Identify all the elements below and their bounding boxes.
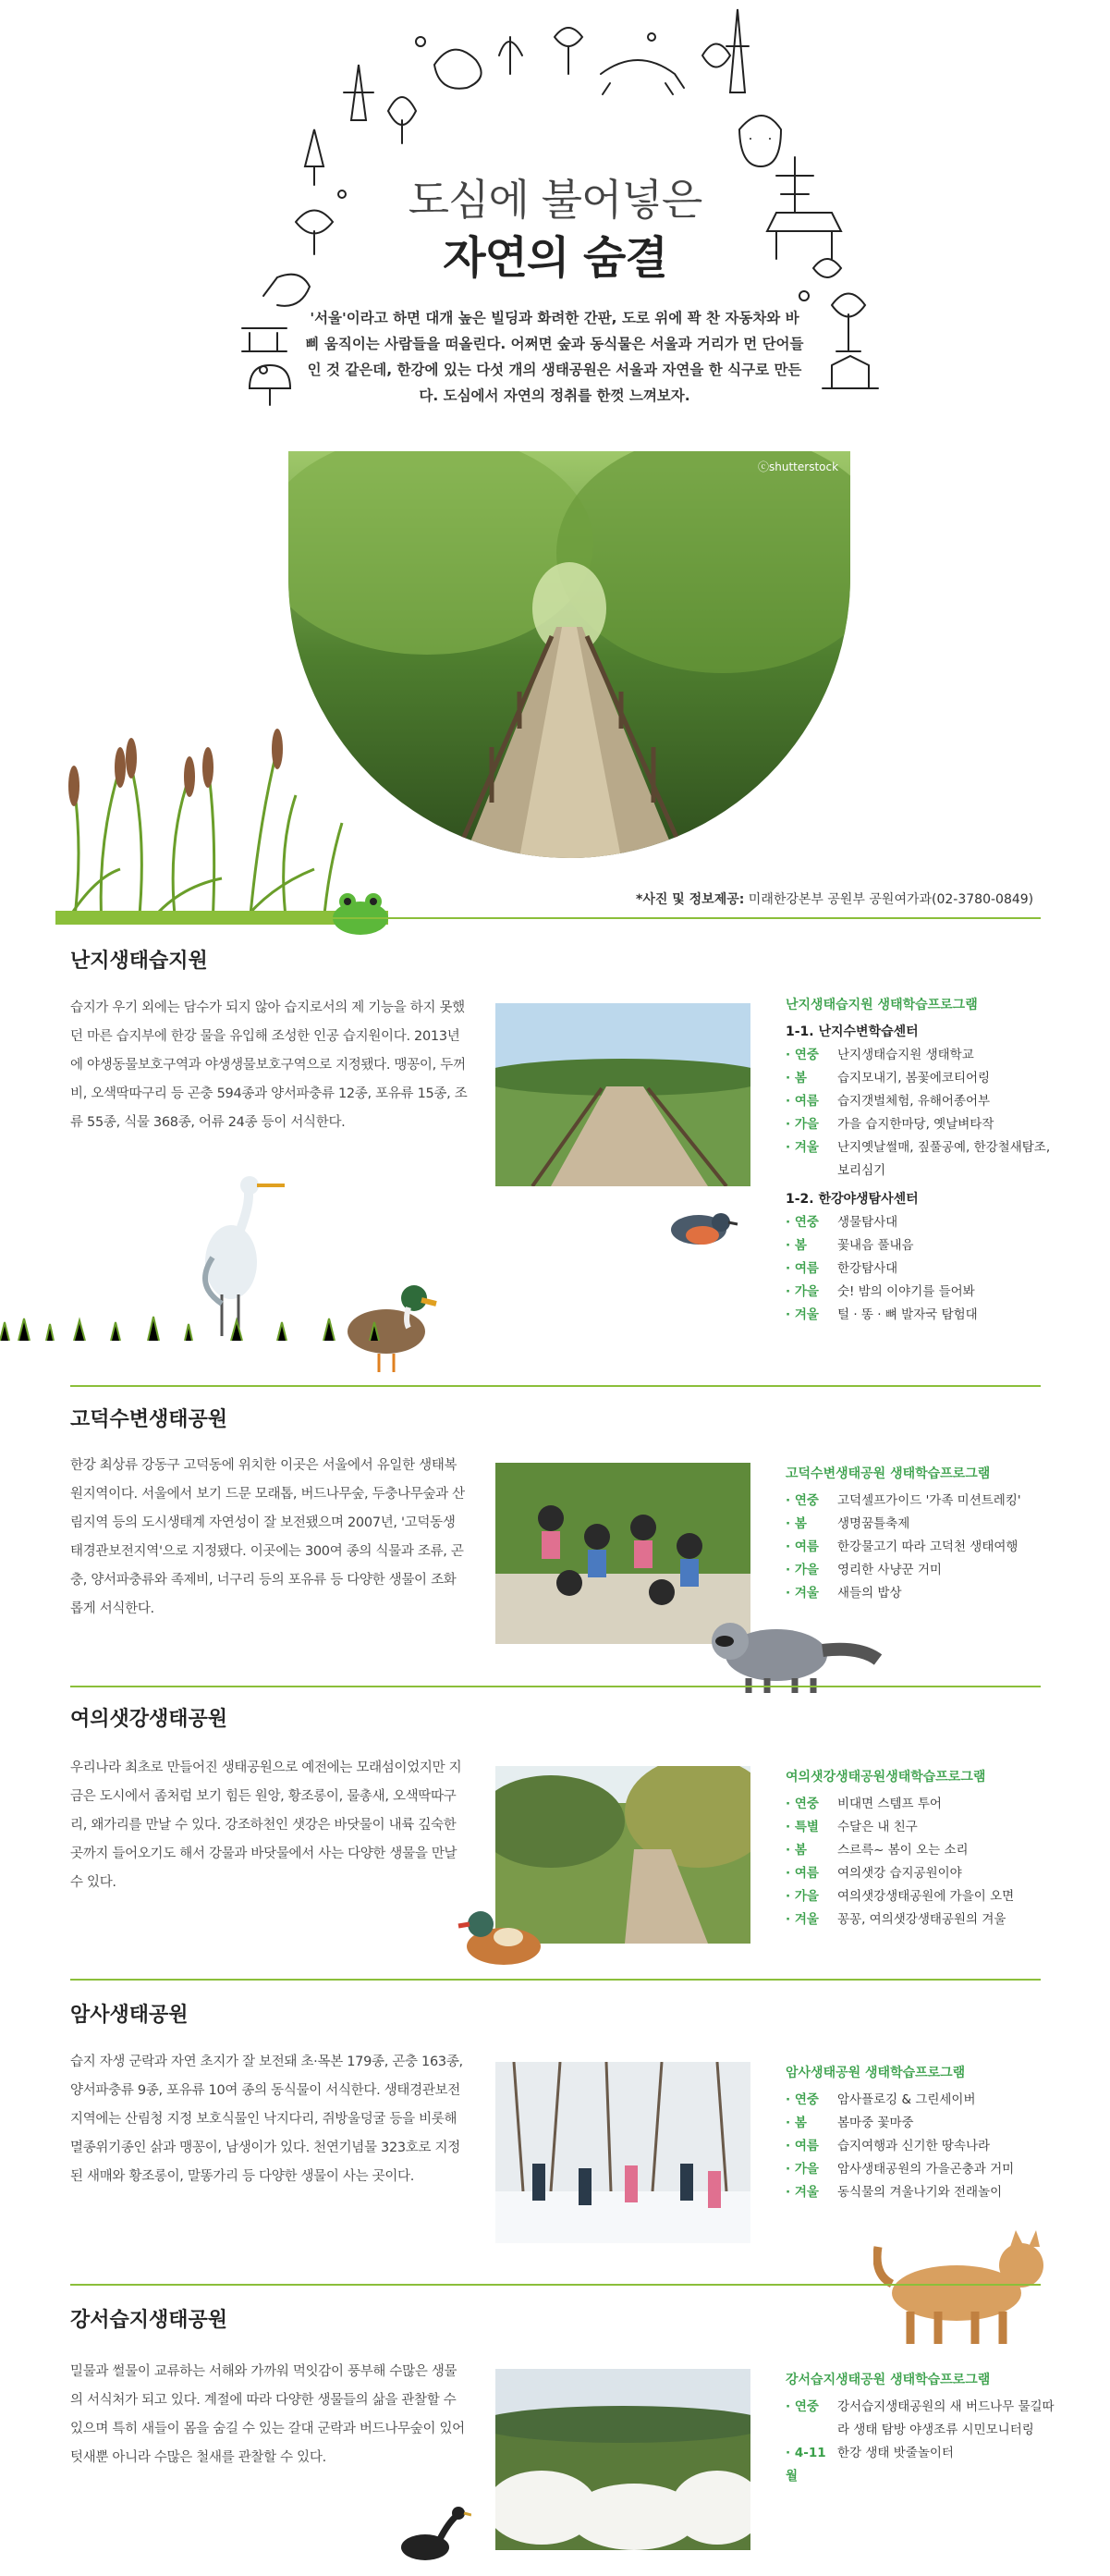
program-gangseo [786,2369,1063,2488]
activity: 털 · 똥 · 뼈 발자국 탐험대 [837,1307,978,1322]
program-row [786,1908,1063,1932]
season-label: · 가을 [786,1113,837,1136]
activity: 비대면 스템프 투어 [837,1797,942,1811]
program-nanji [786,994,1063,1327]
amsa-winter-photo [495,2062,750,2243]
activity: 봄마중 꽃마중 [837,2116,914,2130]
grass-strip [0,1313,407,1341]
activity: 여의샛강 습지공원이야 [837,1866,962,1881]
season-label: · 연중 [786,1211,837,1234]
program-row [786,1211,1063,1234]
activity: 습지모내기, 봄꽃에코티어링 [837,1071,991,1086]
program-row [786,1257,1063,1281]
program-row [786,2181,1063,2204]
program-row [786,1044,1063,1067]
season-label: · 연중 [786,1490,837,1513]
season-label: · 봄 [786,1234,837,1257]
program-row [786,1490,1063,1513]
activity: 한강탐사대 [837,1261,898,1276]
program-amsa [786,2062,1063,2204]
photo-credit: ⓒshutterstock [758,460,839,473]
program-row [786,2089,1063,2112]
source-label: *사진 및 정보제공: [636,892,745,907]
activity: 수달은 내 친구 [837,1820,918,1834]
divider [70,1686,1041,1687]
program-row [786,1090,1063,1113]
divider [70,1979,1041,1981]
section-title-godeok: 고덕수변생태공원 [70,1408,228,1431]
activity: 한강물고기 따라 고덕천 생태여행 [837,1539,1019,1554]
source-credit [636,889,1033,908]
section-body-yeouido: 우리나라 최초로 만들어진 생태공원으로 예전에는 모래섬이었지만 지금은 도시에서 좀처럼 보기 힘든 원앙, 황조롱이, 물총새, 오색딱따구리, 왜가리를 만날 수 있다. 강조하천인 샛강은 바닷물이 내륙 깊숙한 곳까지 들어오기도 해서 강물과 바닷물에서 사는 다양한 생물을 만날 수 있다. [70,1760,462,1890]
activity: 난지옛날썰매, 짚풀공예, 한강철새탐조, 보리심기 [837,1140,1051,1178]
section-title-amsa: 암사생태공원 [70,2004,189,2027]
program-row [786,1862,1063,1885]
activity: 꽃내음 풀내음 [837,1238,914,1253]
season-label: · 연중 [786,1044,837,1067]
activity: 한강 생태 밧줄놀이터 [837,2446,954,2460]
program-row [786,1067,1063,1090]
program-row [786,1885,1063,1908]
divider [70,1385,1041,1387]
divider [70,917,1041,919]
activity: 새들의 밥상 [837,1586,902,1601]
activity: 동식물의 겨울나기와 전래놀이 [837,2185,1003,2200]
section-body-nanji: 습지가 우기 외에는 담수가 되지 않아 습지로서의 제 기능을 하지 못했던 마른 습지부에 한강 물을 유입해 조성한 인공 습지원이다. 2013년에 야생동물보호구역과 야생생물보호구역으로 지정됐다. 맹꽁이, 두꺼비, 오색딱따구리 등 곤충 594종과 양서파충류 12종, 포유류 15종, 조류 55종, 식물 368종, 어류 24종 등이 서식한다. [70,1000,468,1130]
program-title: 여의샛강생태공원생태학습프로그램 [786,1770,986,1785]
season-label: · 4-11월 [786,2442,837,2488]
program-row [786,2396,1063,2442]
activity: 영리한 사냥꾼 거미 [837,1563,942,1577]
divider [70,2284,1041,2286]
program-row [786,1136,1063,1183]
activity: 암사플로깅 & 그린세이버 [837,2092,976,2107]
season-label: · 가을 [786,1281,837,1304]
season-label: · 겨울 [786,1304,837,1327]
season-label: · 여름 [786,1257,837,1281]
season-label: · 여름 [786,1536,837,1559]
section-title-yeouido: 여의샛강생태공원 [70,1708,228,1731]
activity: 숫! 밤의 이야기를 들어봐 [837,1284,975,1299]
program-row [786,1234,1063,1257]
activity: 생명꿈틀축제 [837,1516,910,1531]
program-row [786,1281,1063,1304]
season-label: · 가을 [786,2158,837,2181]
hero-header [0,0,1110,435]
activity: 난지생태습지원 생태학교 [837,1048,974,1062]
section-title-nanji: 난지생태습지원 [70,950,208,973]
program-row [786,2442,1063,2488]
program-row [786,1839,1063,1862]
section-body-godeok: 한강 최상류 강동구 고덕동에 위치한 이곳은 서울에서 유일한 생태복원지역이다. 서울에서 보기 드문 모래톱, 버드나무숲, 두충나무숲과 산림지역 등의 도시생태계 자연성이 잘 보전됐으며 2007년, '고덕동생태경관보전지역'으로 지정됐다. 이곳에는 300여 종의 식물과 조류, 곤충, 양서파충류와 족제비, 너구리 등의 포유류 등 다양한 생물이 조화롭게 서식한다. [70,1458,465,1616]
program-row [786,1536,1063,1559]
season-label: · 겨울 [786,2181,837,2204]
cormorant-illustration [388,2496,471,2570]
nanji-boardwalk-photo [495,1003,750,1186]
season-label: · 연중 [786,2089,837,2112]
program-row [786,1113,1063,1136]
gangseo-flower-field-photo [495,2369,750,2550]
season-label: · 봄 [786,1513,837,1536]
activity: 꽁꽁, 여의샛강생태공원의 겨울 [837,1912,1006,1927]
program-subtitle: 1-2. 한강야생탐사센터 [786,1192,919,1207]
program-row [786,2112,1063,2135]
page-title-line1: 도심에 불어넣은 [408,175,702,225]
program-row [786,1304,1063,1327]
program-title: 암사생태공원 생태학습프로그램 [786,2066,966,2080]
section-body-gangseo: 밀물과 썰물이 교류하는 서해와 가까워 먹잇감이 풍부해 수많은 생물의 서식처가 되고 있다. 계절에 따라 다양한 생물들의 삶을 관찰할 수 있으며 특히 새들이 몸을 숨길 수 있는 갈대 군락과 버드나무숲이 있어 텃새뿐 아니라 수많은 철새를 관찰할 수 있다. [70,2364,465,2465]
source-value: 미래한강본부 공원부 공원여가과(02-3780-0849) [744,892,1034,907]
program-godeok [786,1463,1063,1605]
season-label: · 겨울 [786,1582,837,1605]
activity: 강서습지생태공원의 새 버드나무 물길따라 생태 탐방 야생조류 시민모니터링 [837,2399,1055,2437]
program-title: 고덕수변생태공원 생태학습프로그램 [786,1466,991,1481]
activity: 암사생태공원의 가을곤충과 거미 [837,2162,1015,2177]
program-row [786,1582,1063,1605]
season-label: · 여름 [786,1862,837,1885]
activity: 습지갯벌체험, 유해어종어부 [837,1094,991,1109]
activity: 습지여행과 신기한 땅속나라 [837,2139,991,2153]
frog-illustration [323,883,397,938]
program-title: 강서습지생태공원 생태학습프로그램 [786,2373,991,2387]
season-label: · 연중 [786,1793,837,1816]
raccoon-illustration [702,1604,887,1697]
program-subtitle: 1-1. 난지수변학습센터 [786,1024,919,1039]
season-label: · 봄 [786,2112,837,2135]
activity: 가을 습지한마당, 옛날벼타작 [837,1117,994,1132]
bird-illustration [654,1202,747,1257]
section-title-gangseo: 강서습지생태공원 [70,2309,228,2332]
program-row [786,2135,1063,2158]
season-label: · 여름 [786,1090,837,1113]
program-row [786,1793,1063,1816]
page-title-line2: 자연의 숨결 [443,232,667,284]
program-yeouido [786,1766,1063,1932]
program-row [786,1513,1063,1536]
activity: 스르륵~ 봄이 오는 소리 [837,1843,969,1858]
program-row [786,2158,1063,2181]
season-label: · 봄 [786,1839,837,1862]
season-label: · 특별 [786,1816,837,1839]
activity: 고덕셀프가이드 '가족 미션트레킹' [837,1493,1021,1508]
intro-paragraph: '서울'이라고 하면 대개 높은 빌딩과 화려한 간판, 도로 위에 꽉 찬 자동차와 바삐 움직이는 사람들을 떠올린다. 어쩌면 숲과 동식물은 서울과 거리가 먼 단어들인 것 같은데, 한강에 있는 다섯 개의 생태공원은 서울과 자연을 한 식구로 만든다. 도심에서 자연의 정취를 한껏 느껴보자. [305,310,804,404]
section-body-amsa: 습지 자생 군락과 자연 초지가 잘 보전돼 초·목본 179종, 곤충 163종, 양서파충류 9종, 포유류 10여 종의 동식물이 서식한다. 생태경관보전지역에는 산림청 지정 보호식물인 낙지다리, 쥐방울덩굴 등을 비롯해 멸종위기종인 삵과 맹꽁이, 남생이가 있다. 천연기념물 323호로 지정된 새매와 황조롱이, 말똥가리 등 다양한 생물이 사는 곳이다. [70,2055,463,2184]
mandarin-duck-illustration [453,1900,555,1974]
activity: 생물탐사대 [837,1215,898,1230]
program-row [786,1559,1063,1582]
program-title: 난지생태습지원 생태학습프로그램 [786,998,978,1012]
season-label: · 겨울 [786,1908,837,1932]
season-label: · 가을 [786,1885,837,1908]
season-label: · 봄 [786,1067,837,1090]
season-label: · 연중 [786,2396,837,2442]
season-label: · 여름 [786,2135,837,2158]
season-label: · 가을 [786,1559,837,1582]
season-label: · 겨울 [786,1136,837,1183]
activity: 여의샛강생태공원에 가을이 오면 [837,1889,1015,1904]
program-row [786,1816,1063,1839]
